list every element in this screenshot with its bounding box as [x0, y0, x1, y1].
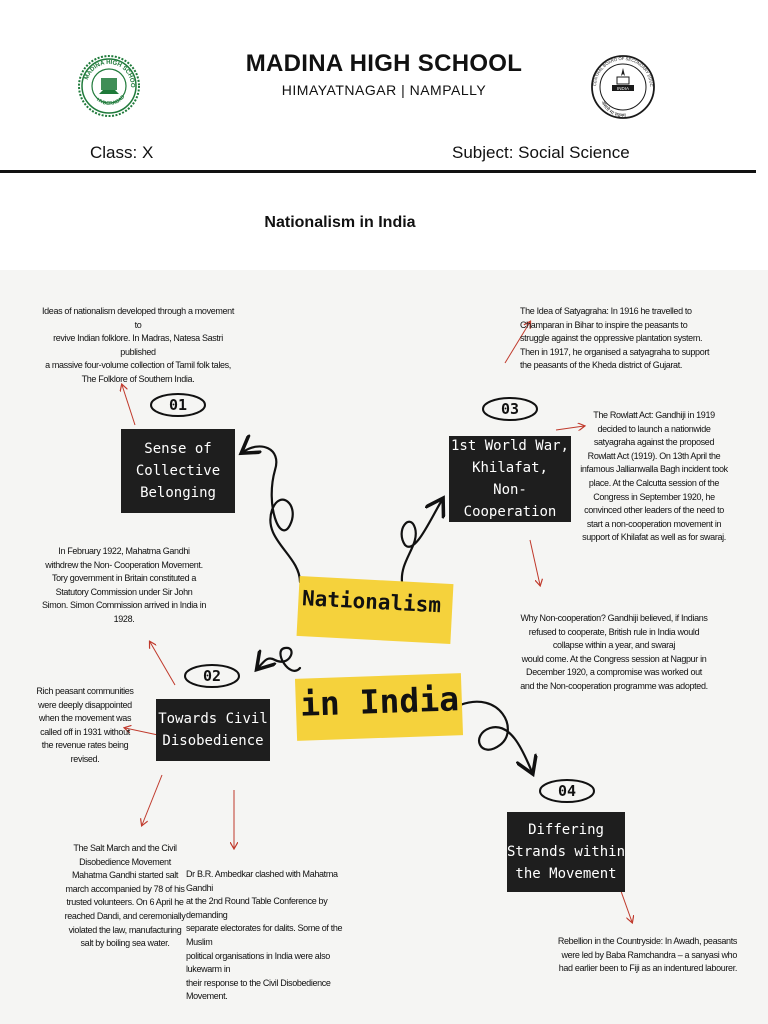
note-simon-commission: In February 1922, Mahatma Gandhi withdrew the Non- Cooperation Movement. Tory government in Britain constituted a Statutory Commission under Sir John Simon. Simon Commission arrived in India in 1928.: [41, 546, 207, 624]
doodle-to-02: [258, 648, 300, 671]
node-number-04: 04: [557, 782, 577, 800]
document-title: Nationalism in India: [264, 214, 416, 231]
node-towards-civil-disobedience: Towards Civil Disobedience: [156, 699, 270, 761]
note-rowlatt-act: The Rowlatt Act: Gandhiji in 1919 decided to launch a nationwide satyagraha against the proposed Rowlatt Act (1919). On 13th April the infamous Jallianwalla Bagh incident took place. At the Calcutta session of the Congress in September 1920, he convinced other leaders of the need to start a non-cooperation movement in support of Khilafat as well as for swaraj.: [580, 410, 728, 543]
note-ambedkar: Dr B.R. Ambedkar clashed with Mahatma Gandhi at the 2nd Round Table Conference by demanding separate electorates for dalits. Some of the Muslim political organisations in India were also lukewarm in their response to the Civil Disobedience Movement.: [186, 869, 343, 1002]
doodle-to-04: [460, 702, 532, 772]
logo-city-text: HYDERABAD: [95, 94, 127, 107]
subject-label: Subject: Social Science: [452, 143, 630, 162]
arrow-01-up: [122, 385, 135, 425]
note-satyagraha: The Idea of Satyagraha: In 1916 he travelled to Champaran in Bihar to inspire the peasants to struggle against the oppressive plantation system. Then in 1917, he organised a satyagraha to support the peasants of the Kheda district of Gujarat.: [520, 306, 710, 371]
center-title-line1: Nationalism: [301, 586, 442, 618]
node-number-03: 03: [500, 400, 520, 418]
note-rich-peasants: Rich peasant communities were deeply disappointed when the movement was called off in 1931 without the revenue rates being revised.: [36, 686, 134, 764]
note-why-noncooperation: Why Non-cooperation? Gandhiji believed, if Indians refused to cooperate, British rule in India would collapse within a year, and swaraj would come. At the Congress session at Nagpur in December 1920, a compromise was worked out and the Non-cooperation programme was adopted.: [520, 613, 708, 691]
cbse-ring-text: CENTRAL BOARD OF SECONDARY EDUC: [591, 55, 655, 87]
node-sense-of-collective-belonging: Sense of Collective Belonging: [121, 429, 235, 513]
school-name: MADINA HIGH SCHOOL: [245, 50, 523, 77]
arrow-03-down: [530, 540, 540, 585]
node-differing-strands: Differing Strands within the Movement: [507, 812, 625, 892]
arrow-02-salt: [142, 775, 162, 825]
logo-ring-text: MADINA HIGH SCHOO: [83, 59, 136, 88]
class-label: Class: X: [90, 143, 154, 162]
node-ww1-khilafat-noncooperation: 1st World War, Khilafat, Non-Cooperation: [450, 438, 569, 520]
school-location: HIMAYATNAGAR | NAMPALLY: [281, 82, 487, 98]
center-title-line2: in India: [299, 679, 460, 724]
cbse-motto: असतो मा सद्गमय: [599, 100, 626, 120]
node-number-02: 02: [202, 667, 222, 685]
note-salt-march: The Salt March and the Civil Disobedience Movement Mahatma Gandhi started salt march accompanied by 78 of his trusted volunteers. On 6 April he reached Dandi, and ceremonially violated the law, manufacturing salt by boiling sea water.: [64, 843, 186, 949]
node-number-01: 01: [168, 396, 188, 414]
note-awadh-rebellion: Rebellion in the Countryside: In Awadh, peasants were led by Baba Ramchandra – a sanyasi who had earlier been to Fiji as an indentured labourer.: [557, 936, 737, 974]
arrow-02-simon: [150, 642, 175, 685]
note-folklore: Ideas of nationalism developed through a movement to revive Indian folklore. In Madras, Natesa Sastri published a massive four-volume collection of Tamil folk tales, The Folklore of Southern India.: [42, 306, 234, 384]
doodle-to-03: [402, 500, 442, 582]
doodle-to-01: [243, 446, 300, 582]
cbse-banner: INDIA: [616, 85, 630, 91]
